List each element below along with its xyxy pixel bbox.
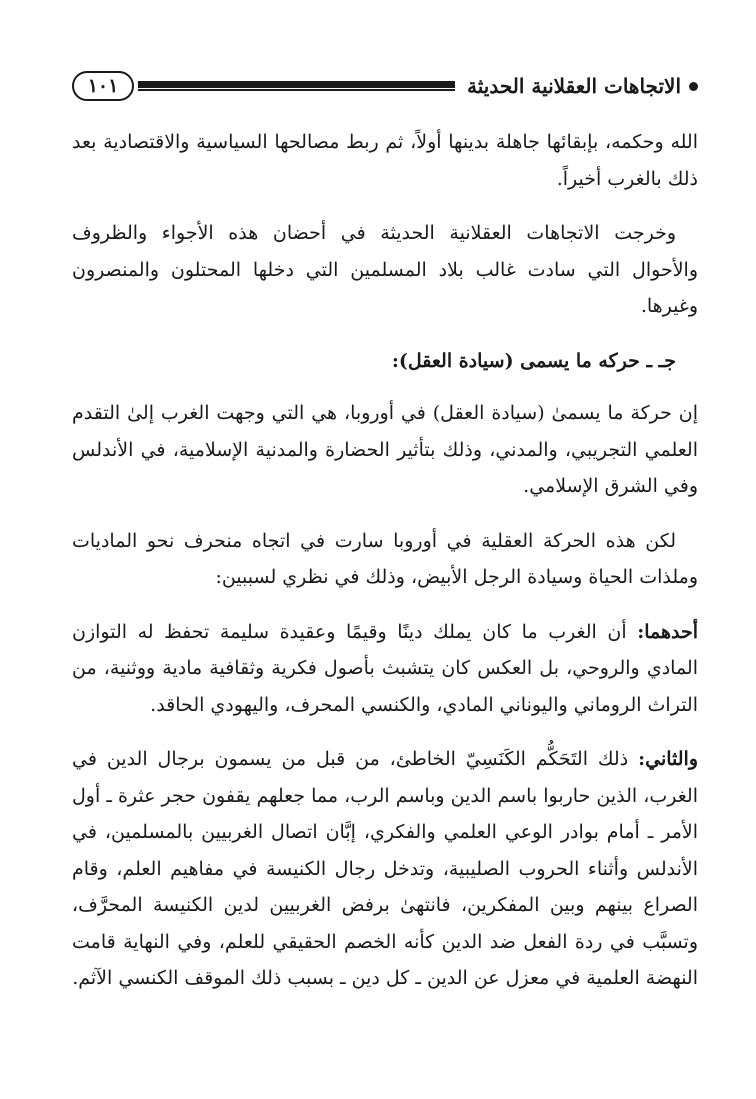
paragraph — [72, 523, 698, 596]
running-title: الاتجاهات العقلانية الحديثة — [467, 74, 681, 98]
paragraph-text: أن الغرب ما كان يملك دينًا وقيمًا وعقيدة سليمة تحفظ له التوازن المادي والروحي، بل العكس كان يتشبث بأصول فكرية وثقافية مادية ووثنية، من التراث الروماني واليوناني المادي، والكنسي المحرف، واليهودي الحاقد. — [72, 620, 698, 716]
page-number: ١٠١ — [72, 71, 134, 101]
paragraph-text: ذلك التَحَكُّم الكَنَسِيّ الخاطئ، من قبل من يسمون برجال الدين في الغرب، الذين حاربوا باسم الدين وباسم الرب، مما جعلهم يقفون حجر عثرة ـ أول الأمر ـ أمام بوادر الوعي العلمي والفكري، إبَّان اتصال الغربيين بالمسلمين، في الأندلس وأثناء الحروب الصليبية، وتدخل رجال الكنيسة في مفاهيم العلم، وقام الصراع بينهم وبين المفكرين، فانتهىٰ برفض الغربيين لدين الكنيسة المحرَّف، وتسبَّب في ردة الفعل ضد الدين كأنه الخصم الحقيقي للعلم، وفي النهاية قامت النهضة العلمية في معزل عن الدين ـ كل دين ـ بسبب ذلك الموقف الكنسي الآثم. — [72, 748, 698, 989]
paragraph-lead: أحدهما: — [637, 620, 698, 643]
paragraph-text: وخرجت الاتجاهات العقلانية الحديثة في أحضان هذه الأجواء والظروف والأحوال التي سادت غالب بلاد المسلمين التي دخلها المحتلون والمنصرون وغيرها. — [72, 222, 698, 317]
paragraph — [72, 741, 698, 997]
paragraph-text: لكن هذه الحركة العقلية في أوروبا سارت في اتجاه منحرف نحو الماديات وملذات الحياة وسيادة الرجل الأبيض، وذلك في نظري لسببين: — [72, 529, 698, 588]
paragraph-text: إن حركة ما يسمىٰ (سيادة العقل) في أوروبا، هي التي وجهت الغرب إلىٰ التقدم العلمي التجريبي، والمدني، وذلك بتأثير الحضارة والمدنية الإسلامية، في الأندلس وفي الشرق الإسلامي. — [72, 402, 698, 497]
bullet-icon — [689, 82, 698, 91]
paragraph — [72, 614, 698, 724]
paragraph-text: الله وحكمه، بإبقائها جاهلة بدينها أولاً، ثم ربط مصالحها السياسية والاقتصادية بعد ذلك بالغرب أخيراً. — [72, 131, 698, 190]
section-heading: جـ ـ حركه ما يسمى (سيادة العقل): — [391, 349, 676, 372]
page-body — [72, 124, 698, 997]
paragraph — [72, 215, 698, 325]
paragraph-lead: والثاني: — [638, 748, 698, 770]
header-rule — [138, 81, 455, 91]
running-header — [72, 62, 698, 110]
paragraph — [72, 395, 698, 505]
paragraph — [72, 124, 698, 197]
book-page — [72, 62, 698, 1059]
